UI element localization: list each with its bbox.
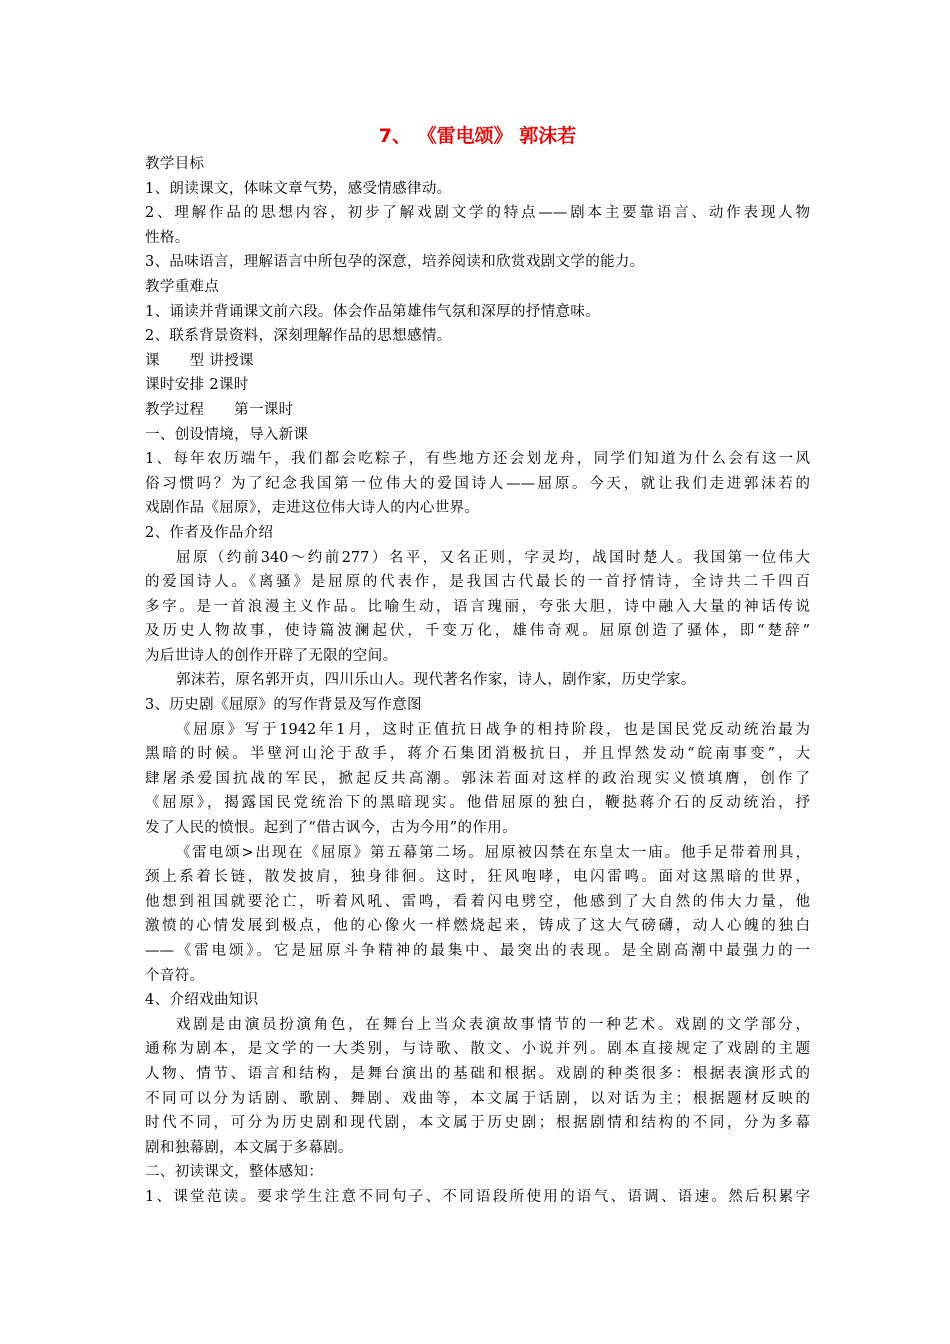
body-line: 通称为剧本，是文学的一大类别，与诗歌、散文、小说并列。剧本直接规定了戏剧的主题 <box>145 1041 810 1058</box>
body-line: 肆屠杀爱国抗战的军民，掀起反共高潮。郭沫若面对这样的政治现实义愤填膺，创作了 <box>145 770 810 787</box>
section-heading: 3、历史剧《屈原》的写作背景及写作意图 <box>145 697 422 714</box>
body-line: 《屈原》，揭露国民党统治下的黑暗现实。他借屈原的独白，鞭挞蒋介石的反动统治，抒 <box>145 795 810 812</box>
body-line: 的爱国诗人。《离骚》是屈原的代表作，是我国古代最长的一首抒情诗，全诗共二千四百 <box>145 574 810 591</box>
document-title: 7、 《雷电颂》 郭沫若 <box>378 125 577 147</box>
body-line: 及历史人物故事，使诗篇波澜起伏，千变万化，雄伟奇观。屈原创造了骚体，即“楚辞” <box>145 623 810 640</box>
objective-line: 2、理解作品的思想内容，初步了解戏剧文学的特点——剧本主要靠语言、动作表现人物 <box>145 205 810 222</box>
body-line: 他想到祖国就要沦亡，听着风吼、雷鸣，看着闪电劈空，他感到了大自然的伟大力量，他 <box>145 893 810 910</box>
body-line: 颈上系着长链，散发披肩，独身徘徊。这时，狂风咆哮，电闪雷鸣。面对这黑暗的世界， <box>145 869 810 886</box>
body-line: 俗习惯吗？为了纪念我国第一位伟大的爱国诗人——屈原。今天，就让我们走进郭沫若的 <box>145 475 810 492</box>
body-line: 时代不同，可分为历史剧和现代剧，本文属于历史剧；根据剧情和结构的不同，分为多幕 <box>145 1115 810 1132</box>
objective-line: 1、朗读课文，体味文章气势，感受情感律动。 <box>145 180 452 197</box>
key-point-line: 1、诵读并背诵课文前六段。体会作品第雄伟气氛和深厚的抒情意味。 <box>145 303 601 320</box>
lesson-type: 课 型 讲授课 <box>145 352 254 369</box>
body-line: 1、每年农历端午，我们都会吃粽子，有些地方还会划龙舟，同学们知道为什么会有这一风 <box>145 451 810 468</box>
body-line: 激愤的心情发展到极点，他的心像火一样燃烧起来，铸成了这大气磅礴，动人心魄的独白 <box>145 918 810 935</box>
body-line: 为后世诗人的创作开辟了无限的空间。 <box>145 647 398 664</box>
body-line: 不同可以分为话剧、歌剧、舞剧、戏曲等，本文属于话剧，以对话为主；根据题材反映的 <box>145 1090 810 1107</box>
body-line: 发了人民的愤恨。起到了“借古讽今，古为今用”的作用。 <box>145 820 517 837</box>
objective-line: 性格。 <box>145 229 190 246</box>
heading-objectives: 教学目标 <box>145 156 205 172</box>
key-point-line: 2、联系背景资料，深刻理解作品的思想感情。 <box>145 328 452 345</box>
section-heading: 一、创设情境，导入新课 <box>145 426 309 443</box>
section-heading: 4、介绍戏曲知识 <box>145 992 259 1009</box>
section-heading: 二、初读课文，整体感知： <box>145 1164 324 1181</box>
objective-line: 3、品味语言，理解语言中所包孕的深意，培养阅读和欣赏戏剧文学的能力。 <box>145 254 645 271</box>
lesson-schedule: 课时安排 2课时 <box>145 377 249 394</box>
body-line: 戏剧作品《屈原》，走进这位伟大诗人的内心世界。 <box>145 500 480 517</box>
body-line: 屈原（约前340～约前277）名平，又名正则，字灵均，战国时楚人。我国第一位伟大 <box>176 549 810 566</box>
body-line: 人物、情节、语言和结构，是舞台演出的基础和根据。戏剧的种类很多：根据表演形式的 <box>145 1065 810 1082</box>
body-line: 多字。是一首浪漫主义作品。比喻生动，语言瑰丽，夸张大胆，诗中融入大量的神话传说 <box>145 598 810 615</box>
document-body <box>145 152 810 1210</box>
body-line: 戏剧是由演员扮演角色，在舞台上当众表演故事情节的一种艺术。戏剧的文学部分， <box>176 1016 810 1033</box>
body-line: 1、课堂范读。要求学生注意不同句子、不同语段所使用的语气、语调、语速。然后积累字 <box>145 1188 810 1205</box>
body-line: 剧和独幕剧，本文属于多幕剧。 <box>145 1139 353 1156</box>
body-line: 个音符。 <box>145 967 205 984</box>
body-line: ——《雷电颂》。它是屈原斗争精神的最集中、最突出的表现。是全剧高潮中最强力的一 <box>145 943 810 959</box>
body-line: 郭沫若，原名郭开贞，四川乐山人。现代著名作家，诗人，剧作家，历史学家。 <box>176 672 696 689</box>
body-line: 黑暗的时候。半壁河山沦于敌手，蒋介石集团消极抗日，并且悍然发动“皖南事变”，大 <box>145 746 810 763</box>
heading-process: 教学过程 第一课时 <box>145 401 294 418</box>
document-page <box>145 121 810 1210</box>
section-heading: 2、作者及作品介绍 <box>145 524 274 541</box>
heading-key-points: 教学重难点 <box>145 278 220 295</box>
body-line: 《雷电颂>出现在《屈原》第五幕第二场。屈原被囚禁在东皇太一庙。他手足带着刑具， <box>176 844 810 861</box>
body-line: 《屈原》写于1942年1月，这时正值抗日战争的相持阶段，也是国民党反动统治最为 <box>176 721 810 738</box>
